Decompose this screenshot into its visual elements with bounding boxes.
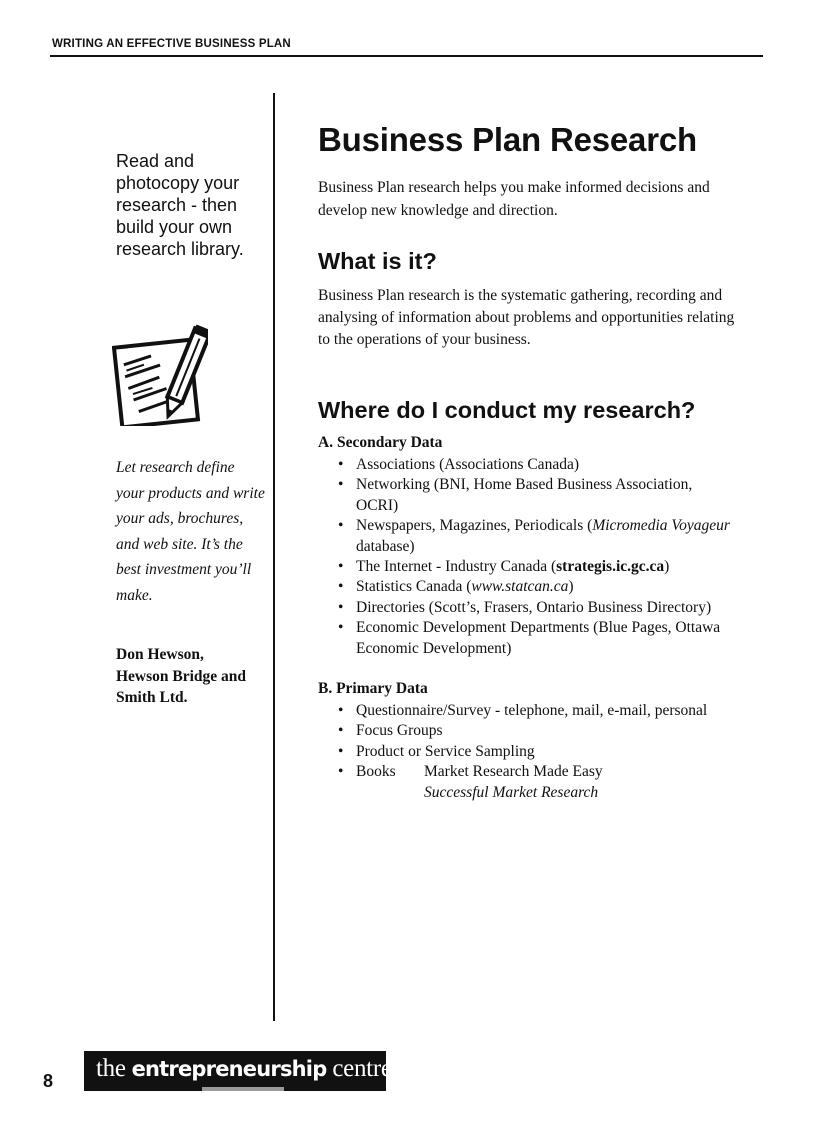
intro-paragraph: Business Plan research helps you make informed decisions and develop new knowledge and direction. xyxy=(318,179,710,219)
author-name: Don Hewson, xyxy=(116,646,204,663)
list-item: • Economic Development Departments (Blue Pages, Ottawa Economic Development) xyxy=(318,618,738,659)
books-label: Books xyxy=(356,763,396,781)
page-title: Business Plan Research xyxy=(318,121,697,158)
industry-canada-link: strategis.ic.gc.ca xyxy=(556,558,665,576)
list-item: • Statistics Canada (www.statcan.ca) xyxy=(318,577,738,597)
where-heading: Where do I conduct my research? xyxy=(318,397,696,423)
list-item: • Questionnaire/Survey - telephone, mail, e-mail, personal xyxy=(318,701,738,721)
book-titles xyxy=(424,762,603,803)
what-heading: What is it? xyxy=(318,248,437,274)
logo-underline xyxy=(202,1087,284,1091)
testimonial-quote: Let research define your products and write your ads, brochures, and web site. It’s the best investment you’ll make. xyxy=(116,459,265,604)
what-body: Business Plan research is the systematic gathering, recording and analysing of information about problems and opportunities relating to the operations of your business. xyxy=(318,287,735,348)
author-company: Hewson Bridge and Smith Ltd. xyxy=(116,667,247,706)
list-item: • Product or Service Sampling xyxy=(318,742,738,762)
primary-data-heading: B. Primary Data xyxy=(318,680,428,697)
book-title: Successful Market Research xyxy=(424,783,599,801)
secondary-data-list xyxy=(318,455,738,659)
page-number: 8 xyxy=(43,1071,54,1091)
running-header: WRITING AN EFFECTIVE BUSINESS PLAN xyxy=(52,38,291,50)
notepad-pencil-icon xyxy=(112,322,208,426)
header-rule xyxy=(50,55,763,57)
secondary-data-heading: A. Secondary Data xyxy=(318,434,443,451)
column-divider xyxy=(273,93,275,1021)
sidebar-quote: Read and photocopy your research - then build your own research library. xyxy=(116,151,244,259)
list-item: • Networking (BNI, Home Based Business Association, OCRI) xyxy=(318,475,738,516)
statcan-link: www.statcan.ca xyxy=(471,578,569,596)
entrepreneurship-centre-logo: the entrepreneurship centre xyxy=(84,1051,386,1091)
list-item: • The Internet - Industry Canada (strategis.ic.gc.ca) xyxy=(318,557,738,577)
testimonial-author xyxy=(116,644,266,709)
list-item: • Directories (Scott’s, Frasers, Ontario Business Directory) xyxy=(318,598,738,618)
primary-data-list xyxy=(318,701,738,803)
list-item: • Focus Groups xyxy=(318,721,738,741)
book-title: Market Research Made Easy xyxy=(424,763,603,781)
list-item: • Newspapers, Magazines, Periodicals (Micromedia Voyageur database) xyxy=(318,516,738,557)
list-item: • Associations (Associations Canada) xyxy=(318,455,738,475)
list-item xyxy=(318,762,738,803)
